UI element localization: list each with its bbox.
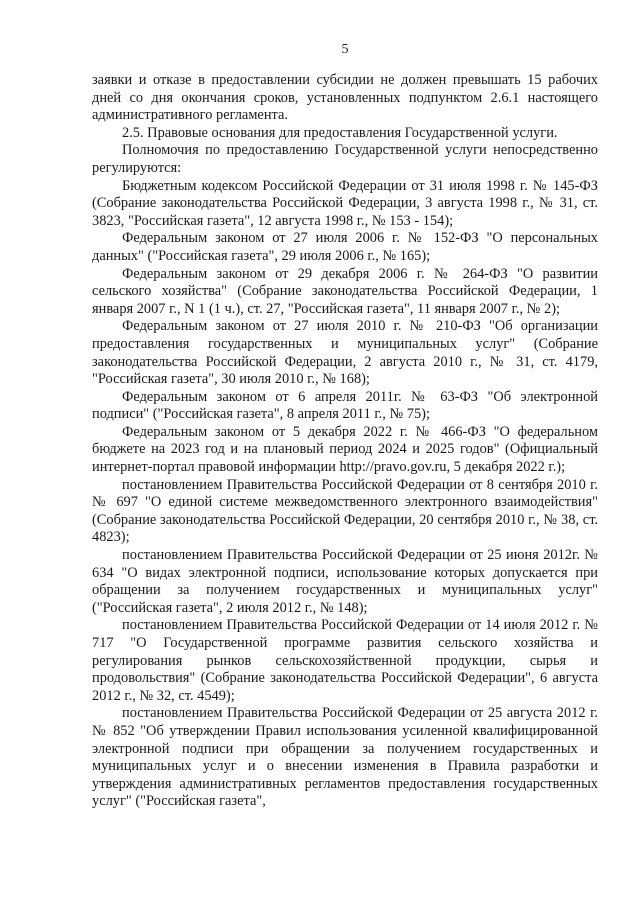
legal-reference-fz-466: Федеральным законом от 5 декабря 2022 г. № 466-ФЗ "О федеральном бюджете на 2023 год и на плановый период 2024 и 2025 годов" (Официальный интернет-портал правовой информации http://pravo.gov.ru, 5 декабря 2022 г.); bbox=[92, 423, 598, 476]
legal-reference-budget-code: Бюджетным кодексом Российской Федерации от 31 июля 1998 г. № 145-ФЗ (Собрание законодательства Российской Федерации, 3 августа 1998 г., № 31, ст. 3823, "Российская газета", 12 августа 1998 г., № 153 - 154); bbox=[92, 177, 598, 229]
document-body bbox=[92, 72, 598, 811]
legal-reference-fz-63: Федеральным законом от 6 апреля 2011г. № 63-ФЗ "Об электронной подписи" ("Российская газета", 8 апреля 2011 г., № 75); bbox=[92, 388, 598, 423]
legal-reference-decree-717: постановлением Правительства Российской Федерации от 14 июля 2012 г. № 717 "О Государственной программе развития сельского хозяйства и регулирования рынков сельскохозяйственной продукции, сырья и продовольствия" (Собрание законодательства Российской Федерации", 6 августа 2012 г., № 32, ст. 4549); bbox=[92, 617, 598, 704]
paragraph-continuation: заявки и отказе в предоставлении субсидии не должен превышать 15 рабочих дней со дня окончания сроков, установленных подпунктом 2.6.1 настоящего административного регламента. bbox=[92, 72, 598, 124]
legal-reference-fz-152: Федеральным законом от 27 июля 2006 г. № 152-ФЗ "О персональных данных" ("Российская газета", 29 июля 2006 г., № 165); bbox=[92, 230, 598, 264]
legal-reference-decree-697: постановлением Правительства Российской Федерации от 8 сентября 2010 г. № 697 "О единой системе межведомственного электронного взаимодействия" (Собрание законодательства Российской Федерации, 20 сентября 2010 г., № 38, ст. 4823); bbox=[92, 476, 598, 546]
legal-reference-decree-852: постановлением Правительства Российской Федерации от 25 августа 2012 г. № 852 "Об утверждении Правил использования усиленной квалифицированной электронной подписи при обращении за получением государственных и муниципальных услуг и о внесении изменения в Правила разработки и утверждения административных регламентов предоставления государственных услуг" ("Российская газета", bbox=[92, 705, 598, 810]
legal-reference-fz-210: Федеральным законом от 27 июля 2010 г. № 210-ФЗ "Об организации предоставления государственных и муниципальных услуг" (Собрание законодательства Российской Федерации, 2 августа 2010 г., № 31, ст. 4179, "Российская газета", 30 июля 2010 г., № 168); bbox=[92, 318, 598, 388]
legal-reference-fz-264: Федеральным законом от 29 декабря 2006 г. № 264-ФЗ "О развитии сельского хозяйства" (Собрание законодательства Российской Федерации, 1 января 2007 г., N 1 (1 ч.), ст. 27, "Российская газета", 11 января 2007 г., № 2); bbox=[92, 265, 598, 317]
legal-reference-decree-634: постановлением Правительства Российской Федерации от 25 июня 2012г. № 634 "О видах электронной подписи, использование которых допускается при обращении за получением государственных и муниципальных услуг" ("Российская газета", 2 июля 2012 г., № 148); bbox=[92, 547, 598, 616]
page-number: 5 bbox=[341, 42, 349, 57]
paragraph-authority: Полномочия по предоставлению Государственной услуги непосредственно регулируются: bbox=[92, 142, 598, 176]
section-heading-2-5: 2.5. Правовые основания для предоставления Государственной услуги. bbox=[122, 124, 558, 141]
